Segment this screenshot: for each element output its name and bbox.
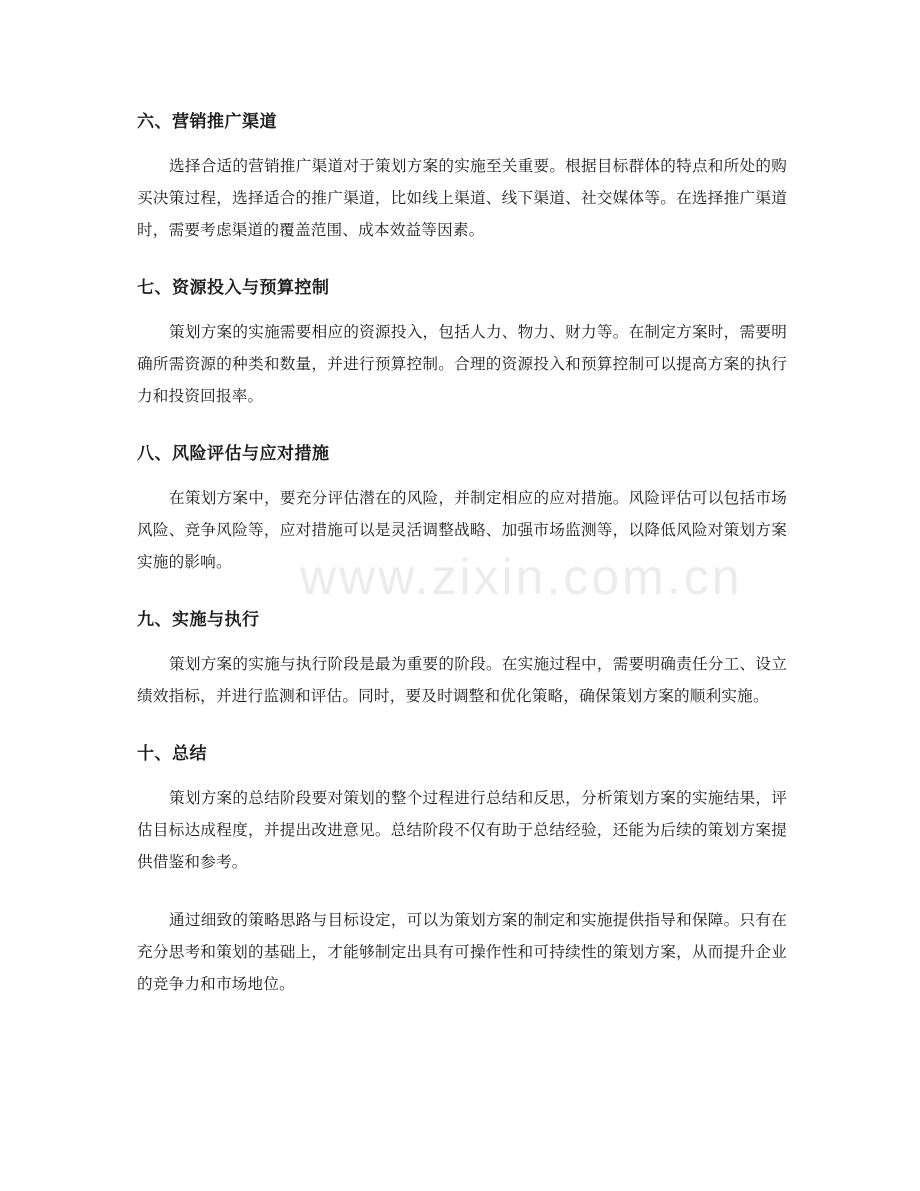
watermark: www.zixin.com.cn [300, 549, 743, 605]
section-7-paragraph-1: 策划方案的实施需要相应的资源投入，包括人力、物力、财力等。在制定方案时，需要明确所需资源的种类和数量，并进行预算控制。合理的资源投入和预算控制可以提高方案的执行力和投资回报率。 [137, 323, 787, 405]
section-heading-7: 七、资源投入与预算控制 [137, 278, 330, 298]
section-heading-6: 六、营销推广渠道 [137, 112, 277, 132]
document-content [137, 106, 787, 1026]
section-10-paragraph-1: 策划方案的总结阶段要对策划的整个过程进行总结和反思，分析策划方案的实施结果，评估目标达成程度，并提出改进意见。总结阶段不仅有助于总结经验，还能为后续的策划方案提供借鉴和参考。 [137, 789, 787, 871]
section-heading-8: 八、风险评估与应对措施 [137, 444, 330, 464]
section-heading-9: 九、实施与执行 [137, 610, 260, 630]
conclusion-paragraph: 通过细致的策略思路与目标设定，可以为策划方案的制定和实施提供指导和保障。只有在充分思考和策划的基础上，才能够制定出具有可操作性和可持续性的策划方案，从而提升企业的竞争力和市场地位。 [137, 911, 787, 993]
section-heading-10: 十、总结 [137, 744, 207, 764]
section-8-paragraph-1: 在策划方案中，要充分评估潜在的风险，并制定相应的应对措施。风险评估可以包括市场风险、竞争风险等，应对措施可以是灵活调整战略、加强市场监测等，以降低风险对策划方案实施的影响。 [137, 489, 787, 571]
section-6-paragraph-1: 选择合适的营销推广渠道对于策划方案的实施至关重要。根据目标群体的特点和所处的购买决策过程，选择适合的推广渠道，比如线上渠道、线下渠道、社交媒体等。在选择推广渠道时，需要考虑渠道的覆盖范围、成本效益等因素。 [137, 157, 787, 239]
section-9-paragraph-1: 策划方案的实施与执行阶段是最为重要的阶段。在实施过程中，需要明确责任分工、设立绩效指标，并进行监测和评估。同时，要及时调整和优化策略，确保策划方案的顺利实施。 [137, 655, 787, 705]
